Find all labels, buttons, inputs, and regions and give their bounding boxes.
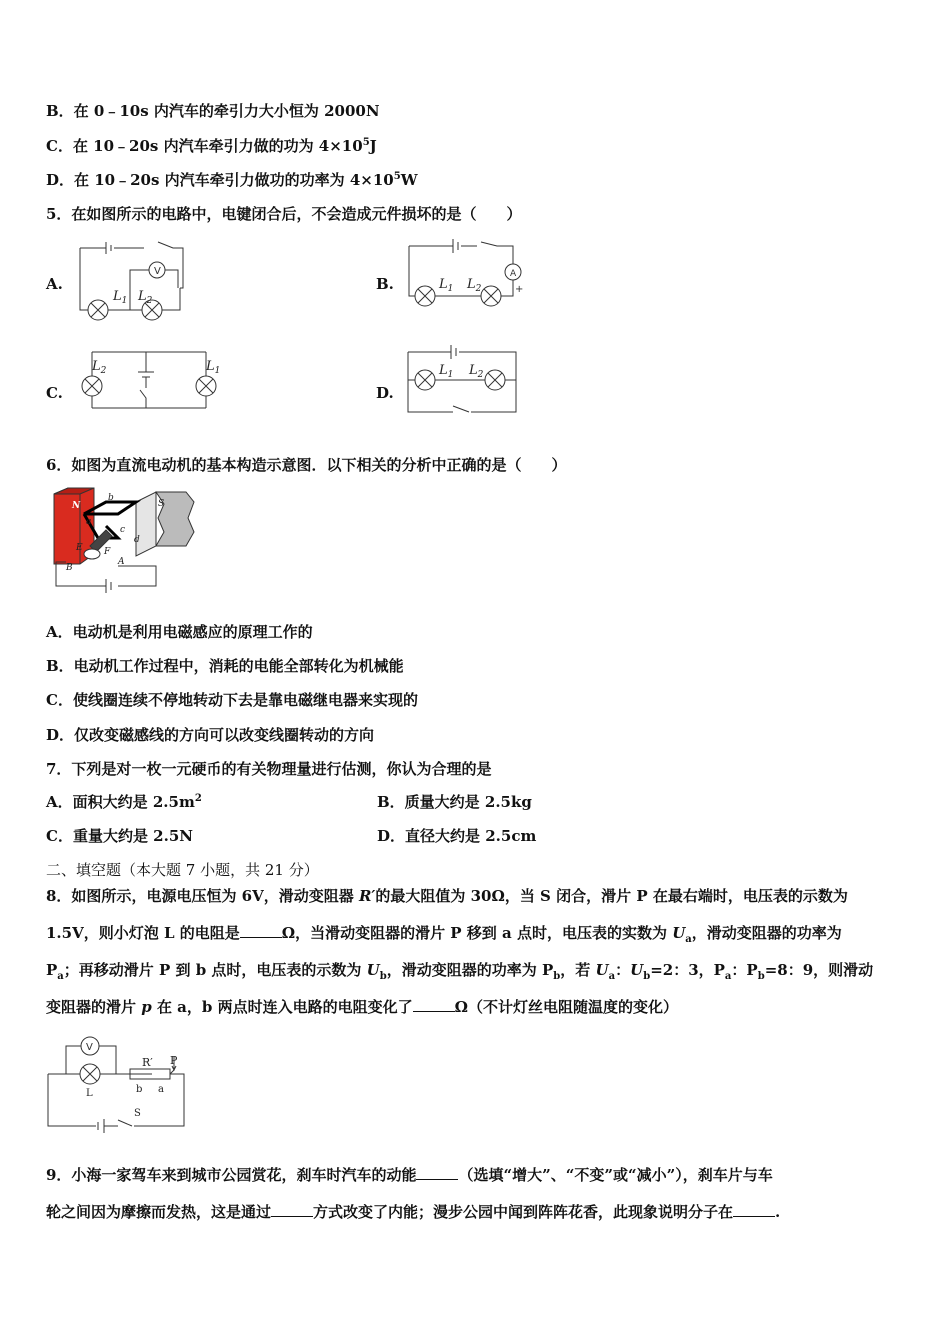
- q4-option-c-text: C．在 10﹣20s 内汽车牵引力做的功为 4×10: [46, 137, 363, 155]
- q5-a-voltmeter-label: V: [154, 266, 161, 277]
- q8-l2-text-a: 1.5V，则小灯泡 L 的电阻是: [46, 924, 240, 942]
- q5-b-ammeter-label: A: [510, 269, 517, 279]
- q6-option-c: C．使线圈连续不停地转动下去是靠电磁继电器来实现的: [46, 691, 418, 709]
- q8-l3-text-d: ，若: [560, 961, 596, 979]
- q8-blank-2[interactable]: [413, 997, 455, 1012]
- q6-b-label: b: [108, 493, 114, 503]
- q8-l2-text-c: ，滑动变阻器的功率为: [691, 924, 842, 942]
- q6-south-label: S: [158, 499, 165, 509]
- q5-b-l2-label: $L_2$: [467, 277, 482, 294]
- q5-b-l1-label: $L_1$: [439, 277, 454, 294]
- q6-big-b-label: B: [66, 563, 73, 573]
- q8-l3-ub2-sub: b: [643, 971, 651, 982]
- q7-option-b: B．质量大约是 2.5kg: [377, 793, 532, 811]
- q7-stem: 7．下列是对一枚一元硬币的有关物理量进行估测，你认为合理的是: [46, 760, 492, 778]
- q4-option-d-unit: W: [400, 171, 418, 189]
- q8-l1-rheostat: R′: [358, 887, 376, 905]
- q5-c-l1-label: $L_1$: [206, 359, 221, 376]
- q8-l3-ub: U: [366, 961, 380, 979]
- q8-switch-label: S: [134, 1108, 141, 1119]
- q9-line-2: [46, 1202, 780, 1222]
- q5-circuit-c: [76, 348, 226, 414]
- q9-blank-3[interactable]: [733, 1202, 775, 1217]
- section-2-header: 二、填空题（本大题 7 小题，共 21 分）: [46, 861, 319, 879]
- q8-l3-pb-sub: b: [553, 971, 561, 982]
- q7-option-a: [46, 792, 202, 812]
- q8-l3-pa2-sub: a: [724, 971, 732, 982]
- q8-l3-ua: U: [595, 961, 609, 979]
- q9-l1-text-a: 9．小海一家驾车来到城市公园赏花，刹车时汽车的动能: [46, 1166, 417, 1184]
- q8-l3-text-c: ，滑动变阻器的功率为 P: [386, 961, 554, 979]
- q5-a-l2-label: $L_2$: [138, 289, 153, 306]
- q8-l4-p: p: [141, 998, 152, 1016]
- q8-blank-1[interactable]: [240, 923, 282, 938]
- q8-l1-text-a: 8．如图所示，电源电压恒为 6V，滑动变阻器: [46, 887, 359, 905]
- q7-option-d: D．直径大约是 2.5cm: [377, 827, 537, 845]
- q4-option-b: B．在 0﹣10s 内汽车的牵引力大小恒为 2000N: [46, 102, 380, 120]
- q5-c-l2-label: $L_2$: [92, 359, 107, 376]
- q6-motor-diagram: [46, 484, 196, 604]
- q6-c-label: c: [120, 525, 126, 535]
- q5-b-plus-label: +: [515, 284, 524, 295]
- q8-l4-text-c: Ω（不计灯丝电阻随温度的变化）: [454, 998, 678, 1016]
- q8-l2-text-b: Ω，当滑动变阻器的滑片 P 移到 a 点时，电压表的实数为: [281, 924, 673, 942]
- q6-stem: 6．如图为直流电动机的基本构造示意图．以下相关的分析中正确的是（ ）: [46, 456, 567, 474]
- q8-l4-text-b: 在 a，b 两点时连入电路的电阻变化了: [151, 998, 413, 1016]
- q4-option-c-unit: J: [369, 137, 377, 155]
- q8-line-1: [46, 886, 848, 906]
- q8-l2-u: U: [672, 924, 686, 942]
- q6-north-label: N: [72, 501, 81, 511]
- q8-l3-pb2-sub: b: [757, 971, 765, 982]
- q8-l3-text-e: ：: [615, 961, 631, 979]
- q8-l3-ua-sub: a: [608, 971, 616, 982]
- q5-circuit-b: [405, 236, 530, 316]
- q8-l3-pa: P: [46, 961, 58, 979]
- q5-label-b: B.: [376, 275, 394, 293]
- q8-line-2: [46, 923, 842, 943]
- q5-label-c: C.: [46, 384, 63, 402]
- q6-d-label: d: [134, 535, 140, 545]
- q5-d-l1-label: $L_1$: [439, 363, 454, 380]
- q6-a-label: a: [86, 517, 92, 527]
- q8-l3-text-g: ：P: [731, 961, 758, 979]
- q5-circuit-a: [78, 240, 188, 322]
- q8-l3-text-b: ；再移动滑片 P 到 b 点时，电压表的示数为: [63, 961, 367, 979]
- q5-circuit-d: [405, 344, 520, 416]
- q9-l2-text-a: 轮之间因为摩擦而发热，这是通过: [46, 1203, 272, 1221]
- q8-l3-ub2: U: [630, 961, 644, 979]
- q5-stem: 5．在如图所示的电路中，电键闭合后，不会造成元件损坏的是（ ）: [46, 205, 522, 223]
- q8-circuit-diagram: [46, 1032, 191, 1132]
- q9-l1-text-b: （选填“增大”、“不变”或“减小”），刹车片与车: [458, 1166, 773, 1184]
- q4-option-d: [46, 170, 418, 190]
- q8-lamp-label: L: [86, 1088, 93, 1099]
- q6-option-d: D．仅改变磁感线的方向可以改变线圈转动的方向: [46, 726, 375, 744]
- q7-option-c: C．重量大约是 2.5N: [46, 827, 193, 845]
- q8-point-b-label: b: [136, 1084, 143, 1095]
- q7-option-a-text: A．面积大约是 2.5m: [46, 793, 195, 811]
- q8-point-a-label: a: [158, 1084, 164, 1095]
- q8-line-3: [46, 960, 873, 980]
- q6-big-a-label: A: [118, 557, 125, 567]
- q7-option-a-exponent: 2: [194, 793, 202, 804]
- q8-l3-pa-sub: a: [57, 971, 64, 982]
- q5-d-l2-label: $L_2$: [469, 363, 484, 380]
- q8-l3-ub-sub: b: [379, 971, 387, 982]
- q8-l3-text-f: =2：3，P: [650, 961, 725, 979]
- q6-f-label: F: [104, 547, 111, 557]
- q9-line-1: [46, 1165, 773, 1185]
- q4-option-d-exponent: 5: [393, 171, 401, 182]
- q5-label-d: D.: [376, 384, 394, 402]
- q9-l2-text-b: 方式改变了内能；漫步公园中闻到阵阵花香，此现象说明分子在: [313, 1203, 734, 1221]
- q8-line-4: [46, 997, 678, 1017]
- q4-option-c-exponent: 5: [362, 137, 370, 148]
- q8-l2-u-sub: a: [685, 934, 692, 945]
- q8-rheostat-label: R′: [142, 1056, 153, 1069]
- q5-a-l1-label: $L_1$: [113, 289, 128, 306]
- q6-option-a: A．电动机是利用电磁感应的原理工作的: [46, 623, 313, 641]
- q5-label-a: A.: [46, 275, 63, 293]
- q8-slider-p-label: P: [170, 1054, 178, 1067]
- q8-l4-text-a: 变阻器的滑片: [46, 998, 142, 1016]
- q6-option-b: B．电动机工作过程中，消耗的电能全部转化为机械能: [46, 657, 404, 675]
- q6-e-label: E: [76, 543, 83, 553]
- q4-option-d-text: D．在 10﹣20s 内汽车牵引力做功的功率为 4×10: [46, 171, 394, 189]
- q9-blank-2[interactable]: [271, 1202, 313, 1217]
- q8-l3-text-h: =8：9，则滑动: [764, 961, 874, 979]
- q4-option-c: [46, 136, 377, 156]
- q8-l1-text-b: 的最大阻值为 30Ω，当 S 闭合，滑片 P 在最右端时，电压表的示数为: [375, 887, 848, 905]
- q9-l2-text-c: .: [775, 1203, 781, 1221]
- q8-voltmeter-label: V: [86, 1042, 93, 1053]
- q9-blank-1[interactable]: [416, 1165, 458, 1180]
